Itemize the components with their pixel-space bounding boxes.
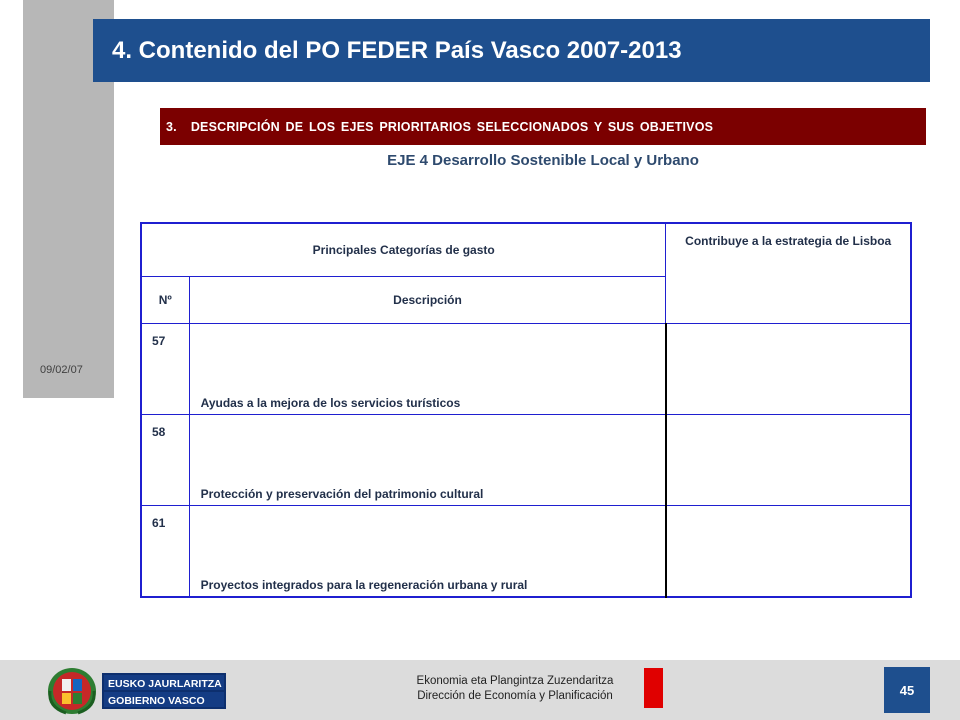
header-categories: Principales Categorías de gasto bbox=[141, 223, 666, 277]
header-num: Nº bbox=[141, 277, 189, 324]
footer-line-spanish: Dirección de Economía y Planificación bbox=[417, 690, 613, 702]
categories-table bbox=[140, 222, 912, 598]
slide-date: 09/02/07 bbox=[40, 364, 83, 376]
page-number: 45 bbox=[884, 667, 930, 713]
footer-department bbox=[390, 674, 640, 704]
logo-text-basque: EUSKO JAURLARITZA bbox=[108, 678, 222, 690]
row-desc bbox=[189, 506, 666, 598]
section-banner bbox=[160, 108, 926, 145]
eje-title: 4 Desarrollo Sostenible Local y Urbano bbox=[419, 152, 699, 169]
header-lisboa: Contribuye a la estrategia de Lisboa bbox=[666, 223, 911, 324]
section-text: DESCRIPCIÓN DE LOS EJES PRIORITARIOS SELECCIONADOS Y SUS OBJETIVOS bbox=[190, 119, 714, 134]
header-desc: Descripción bbox=[189, 277, 666, 324]
logo-text-spanish: GOBIERNO VASCO bbox=[108, 695, 205, 707]
table-row bbox=[141, 506, 911, 598]
basque-government-logo bbox=[46, 667, 226, 715]
table-row bbox=[141, 324, 911, 415]
eje-heading bbox=[160, 152, 926, 169]
coat-of-arms-icon bbox=[48, 668, 96, 714]
footer-red-marker bbox=[644, 668, 663, 708]
row-desc-text: Ayudas a la mejora de los servicios turísticos bbox=[200, 396, 461, 410]
row-num: 61 bbox=[141, 506, 189, 598]
section-number: 3. bbox=[166, 119, 177, 134]
table-row bbox=[141, 415, 911, 506]
eje-prefix: EJE bbox=[387, 152, 416, 169]
row-lisboa bbox=[666, 506, 911, 598]
row-desc-text: Proyectos integrados para la regeneración urbana y rural bbox=[200, 578, 528, 592]
footer-line-basque: Ekonomia eta Plangintza Zuzendaritza bbox=[416, 675, 614, 687]
row-lisboa bbox=[666, 324, 911, 415]
row-desc bbox=[189, 324, 666, 415]
slide-title: 4. Contenido del PO FEDER País Vasco 2007-2013 bbox=[93, 19, 930, 82]
row-desc bbox=[189, 415, 666, 506]
row-num: 57 bbox=[141, 324, 189, 415]
row-lisboa bbox=[666, 415, 911, 506]
row-num: 58 bbox=[141, 415, 189, 506]
row-desc-text: Protección y preservación del patrimonio cultural bbox=[200, 487, 484, 501]
